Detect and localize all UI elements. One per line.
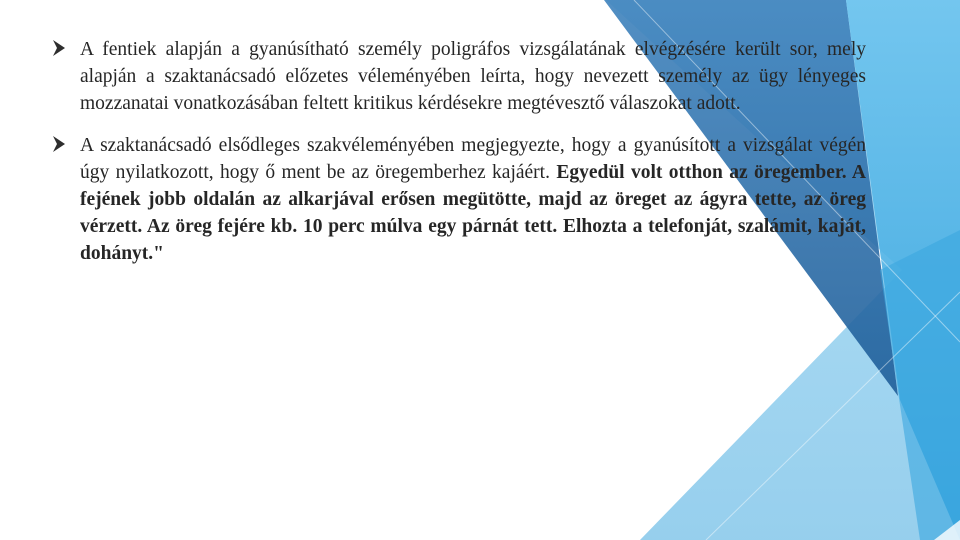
arrow-bullet-icon bbox=[52, 39, 66, 57]
bullet-text-2-regular: A szaktanácsadó elsődleges szakvéleményében megjegyezte, hogy a gyanúsított a vizsgálat végén úgy nyilatkozott, hogy ő ment be az öregemberhez kajáért. bbox=[80, 135, 866, 183]
slide-content bbox=[52, 36, 866, 282]
bullet-text-2-bold: Egyedül volt otthon az öregember. A fejének jobb oldalán az alkarjával erősen megütötte, majd az öreget az ágyra tette, az öreg vérzett. Az öreg fejére kb. 10 perc múlva egy párnát tett. Elhozta a telefonját, szalámit, kaját, dohányt." bbox=[80, 162, 866, 264]
bullet-text-2 bbox=[80, 132, 866, 267]
bullet-item-2 bbox=[52, 132, 866, 267]
bullet-item-1 bbox=[52, 36, 866, 117]
bullet-text-1: A fentiek alapján a gyanúsítható személy poligráfos vizsgálatának elvégzésére került sor, mely alapján a szaktanácsadó előzetes véleményében leírta, hogy nevezett személy az ügy lényeges mozzanatai vonatkozásában feltett kritikus kérdésekre megtévesztő válaszokat adott. bbox=[80, 39, 866, 114]
arrow-bullet-icon bbox=[52, 135, 66, 153]
